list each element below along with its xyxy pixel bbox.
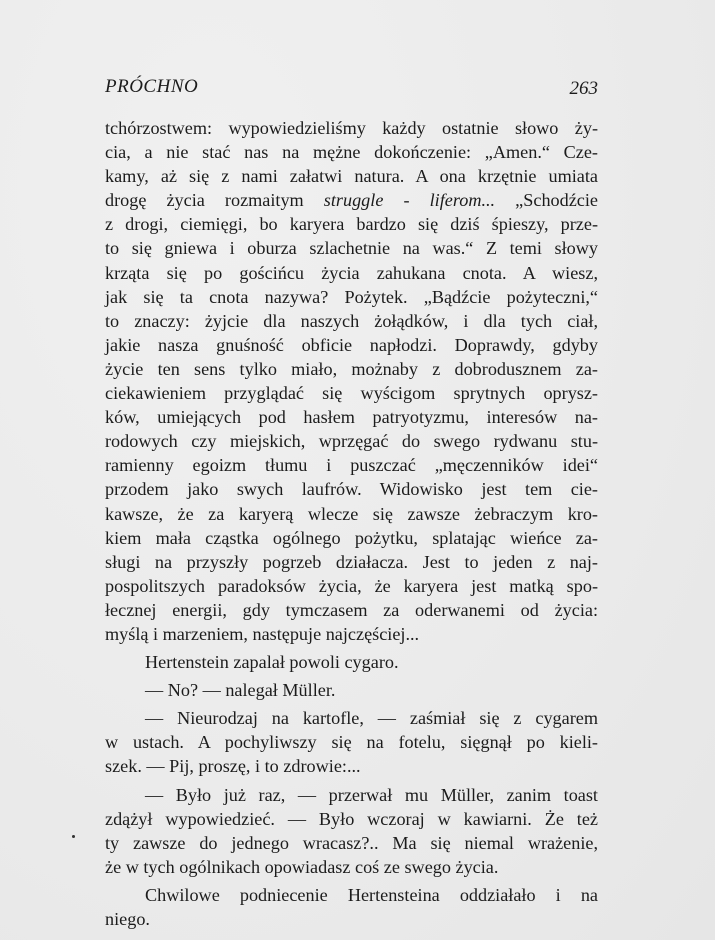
text-line: sługi na przyszły pogrzeb działacza. Jest to jeden z naj- <box>105 551 598 572</box>
text-line: w ustach. A pochyliwszy się na fotelu, sięgnął po kieli- <box>105 732 598 753</box>
paragraph <box>105 116 598 646</box>
text-line: niego. <box>105 909 150 929</box>
paragraph <box>105 883 598 931</box>
text-line: to znaczy: żyjcie dla naszych żołądków, i dla tych ciał, <box>105 310 598 331</box>
text-line: tchórzostwem: wypowiedzieliśmy każdy ostatnie słowo ży- <box>105 118 598 138</box>
text-line: ty zawsze do jednego wracasz?.. Ma się niemal wrażenie, <box>105 832 598 853</box>
text-line: jakie nasza gnuśność obficie napłodzi. Doprawdy, gdyby <box>105 334 598 355</box>
running-title: PRÓCHNO <box>105 76 199 97</box>
page-number: 263 <box>569 78 598 99</box>
text-line: myślą i marzeniem, następuje najczęściej... <box>105 623 420 644</box>
text-run: „Schodźcie <box>495 190 598 211</box>
text-line: Hertenstein zapalał powoli cygaro. <box>145 652 399 673</box>
italic-phrase: struggle - liferom... <box>323 190 496 211</box>
text-line: rodowych czy miejskich, wprzęgać do swego rydwanu stu- <box>105 431 598 452</box>
text-line: — No? — nalegał Müller. <box>145 680 336 701</box>
text-line: pospolitszych paradoksów życia, że karyera jest matką spo- <box>105 575 598 596</box>
text-line: ramienny egoizm tłumu i puszczać „męczenników idei“ <box>105 455 598 476</box>
text-line: krząta się po gościńcu życia zahukana cnota. A wiesz, <box>105 262 598 283</box>
paragraph <box>105 650 598 674</box>
text-line: szek. — Pij, proszę, i to zdrowie:... <box>105 756 361 777</box>
ink-speck <box>72 835 75 838</box>
page-header <box>105 76 598 100</box>
body-text <box>105 116 598 931</box>
text-run: drogę życia rozmaitym <box>105 190 324 211</box>
text-line: kawsze, że za karyerą wlecze się zawsze żebraczym kro- <box>105 503 598 524</box>
text-line: ków, umiejących pod hasłem patryotyzmu, interesów na- <box>105 407 598 428</box>
text-line <box>105 188 598 212</box>
text-line: Chwilowe podniecenie Hertensteina oddziałało i na <box>145 884 598 905</box>
text-line: z drogi, ciemięgi, bo karyera bardzo się dziś śpieszy, prze- <box>105 214 598 235</box>
text-line: łecznej energii, gdy tymczasem za oderwanemi od życia: <box>105 599 598 620</box>
text-line: życie ten sens tylko miało, możnaby z dobrodusznem za- <box>105 358 598 379</box>
text-line: jak się ta cnota nazywa? Pożytek. „Bądźcie pożyteczni,“ <box>105 286 598 307</box>
paragraph <box>105 678 598 702</box>
text-line: ciekawieniem przyglądać się wyścigom sprytnych oprysz- <box>105 383 598 404</box>
text-line: przodem jako swych laufrów. Widowisko jest tem cie- <box>105 479 598 500</box>
paragraph <box>105 783 598 879</box>
text-line: zdążył wypowiedzieć. — Było wczoraj w kawiarni. Że też <box>105 808 598 829</box>
text-line: — Nieurodzaj na kartofle, — zaśmiał się z cygarem <box>145 708 598 729</box>
text-line: cia, a nie stać nas na mężne dokończenie: „Amen.“ Cze- <box>105 142 598 163</box>
text-line: kiem mała cząstka ogólnego pożytku, splatając wieńce za- <box>105 527 598 548</box>
text-line: — Było już raz, — przerwał mu Müller, zanim toast <box>145 784 598 805</box>
text-line: że w tych ogólnikach opowiadasz coś ze swego życia. <box>105 856 499 877</box>
text-line: kamy, aż się z nami załatwi natura. A ona krzętnie umiata <box>105 166 598 187</box>
paragraph <box>105 706 598 778</box>
text-line: to się gniewa i oburza szlachetnie na was.“ Z temi słowy <box>105 238 598 259</box>
